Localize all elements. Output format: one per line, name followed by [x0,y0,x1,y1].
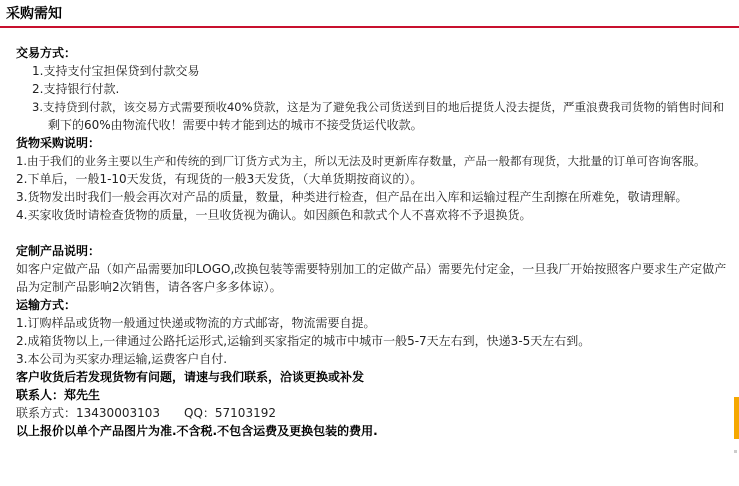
qq-number: 57103192 [214,406,276,420]
problem-notice: 客户收货后若发现货物有问题，请速与我们联系，洽谈更换或补发 [16,370,365,384]
section-spacer [16,224,734,242]
custom-paragraph: 如客户定做产品（如产品需要加印LOGO,改换包装等需要特别加工的定做产品）需要先付定金，一旦我厂开始按照客户要求生产定做产品为定制产品影响2次销售，请各客户多多体谅）。 [16,262,727,294]
trade-item: 1.支持支付宝担保贷到付款交易 [32,64,200,78]
custom-heading: 定制产品说明： [16,244,101,258]
accent-dot [734,450,737,453]
accent-bar [734,397,739,439]
shipping-heading: 运输方式： [16,298,77,312]
purchase-item: 2.下单后，一般1-10天发货，有现货的一般3天发货，（大单货期按商议的）。 [16,172,423,186]
trade-heading: 交易方式： [16,46,77,60]
trade-item-continued: 剩下的60%由物流代收！需要中转才能到达的城市不接受货运代收款。 [48,118,423,132]
shipping-item: 1.订购样品或货物一般通过快递或物流的方式邮寄，物流需要自提。 [16,316,376,330]
contact-person: 联系人：郑先生 [16,388,101,402]
shipping-item: 2.成箱货物以上,一律通过公路托运形式,运输到买家指定的城市中城市一般5-7天左右到，快递3-5天左右到。 [16,334,591,348]
trade-item: 3.支持贷到付款，该交易方式需要预收40%贷款，这是为了避免我公司货送到目的地后提货人没去提货，严重浪费我司货物的销售时间和 [32,100,725,114]
page-title: 采购需知 [6,6,62,22]
phone-label: 联系方式： [16,406,77,420]
purchase-heading: 货物采购说明： [16,136,101,150]
purchase-item: 3.货物发出时我们一般会再次对产品的质量，数量，种类进行检查，但产品在出入库和运输过程产生刮擦在所难免，敬请理解。 [16,190,688,204]
contact-info [16,404,734,422]
shipping-item: 3.本公司为买家办理运输,运费客户自付. [16,352,228,366]
phone-number: 13430003103 [76,406,160,420]
purchase-item: 1.由于我们的业务主要以生产和传统的到厂订货方式为主，所以无法及时更新库存数量，产品一般都有现货，大批量的订单可咨询客服。 [16,154,706,168]
qq-label: QQ： [184,406,215,420]
header-bar [0,0,739,28]
purchase-notice-content [16,44,734,440]
price-footnote: 以上报价以单个产品图片为准.不含税.不包含运费及更换包装的费用. [16,424,378,438]
purchase-item: 4.买家收货时请检查货物的质量，一旦收货视为确认。如因颜色和款式个人不喜欢将不予退换货。 [16,208,532,222]
trade-item: 2.支持银行付款. [32,82,120,96]
